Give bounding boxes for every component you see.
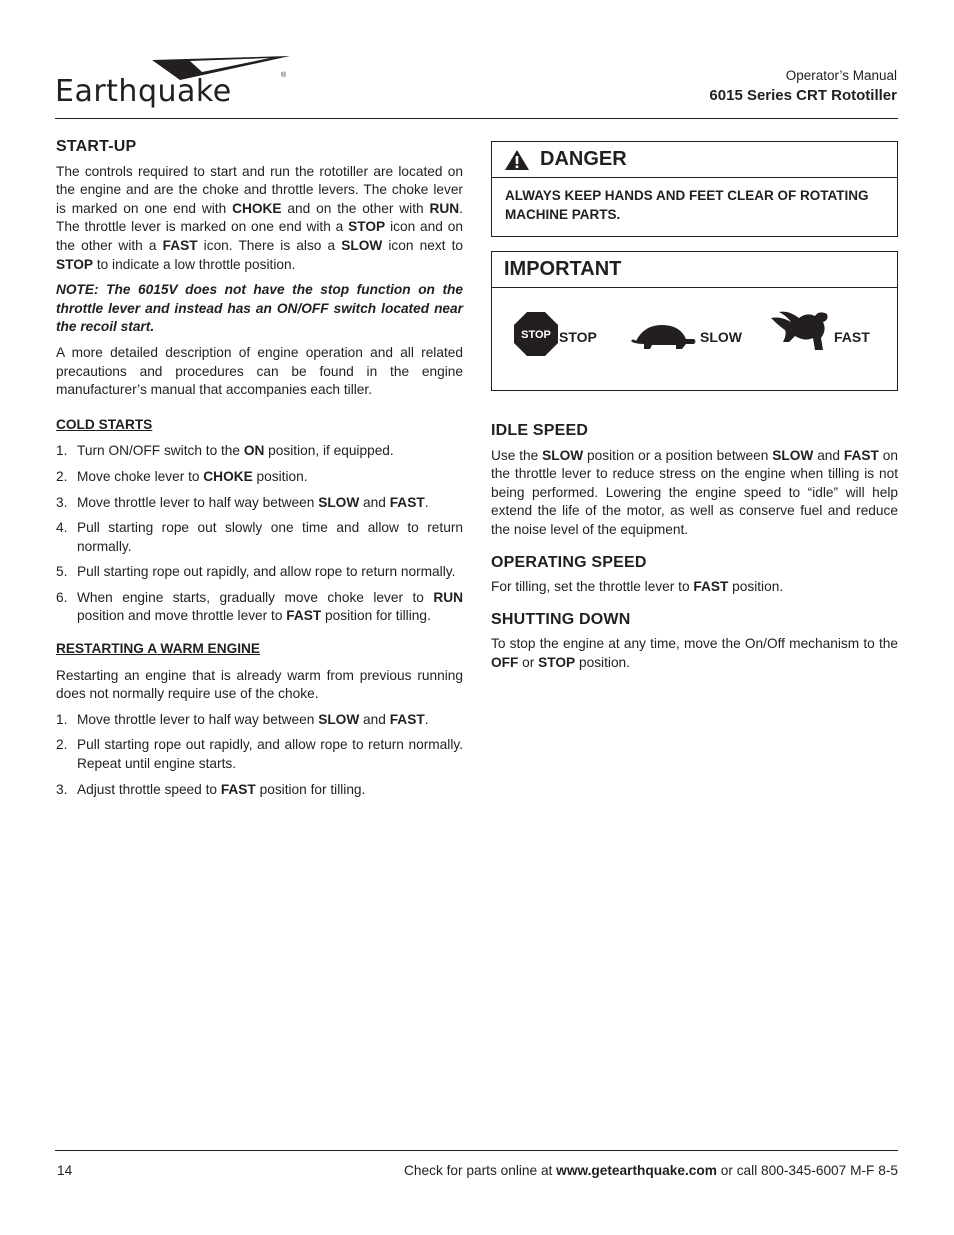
step-number: 1. — [56, 711, 68, 727]
header-divider — [55, 118, 898, 119]
operating-speed-heading: OPERATING SPEED — [491, 553, 647, 571]
operating-speed-text: For tilling, set the throttle lever to FAST position. — [491, 579, 784, 595]
stop-label: STOP — [559, 329, 597, 345]
step-number: 3. — [56, 781, 68, 797]
registered-mark: ® — [281, 72, 287, 79]
list-step: 6. When engine starts, gradually move choke lever to RUN position and move throttle lever to FAST position for tilling. — [56, 589, 463, 624]
cold-starts-list — [56, 442, 463, 626]
step-number: 2. — [56, 468, 68, 484]
cold-starts-heading: COLD STARTS — [56, 416, 153, 432]
step-number: 5. — [56, 564, 68, 580]
warm-engine-heading: RESTARTING A WARM ENGINE — [56, 641, 261, 657]
stop-sign-icon — [513, 311, 559, 357]
fast-label: FAST — [834, 329, 870, 345]
step-number: 1. — [56, 443, 68, 459]
step-number: 4. — [56, 520, 68, 536]
list-step: 1. Turn ON/OFF switch to the ON position, if equipped. — [56, 442, 463, 461]
stop-sign-text: STOP — [521, 329, 551, 341]
right-column — [491, 422, 898, 680]
danger-title: DANGER — [540, 148, 627, 170]
list-step: 3. Adjust throttle speed to FAST position for tilling. — [56, 781, 463, 800]
startup-paragraph-2: A more detailed description of engine operation and all related precautions and procedures can be found in the engine manufacturer’s manual that accompanies each tiller. — [56, 344, 463, 398]
shutting-down-text: To stop the engine at any time, move the On/Off mechanism to the OFF or STOP position. — [491, 636, 898, 670]
list-step: 1. Move throttle lever to half way between SLOW and FAST. — [56, 711, 463, 730]
footer-phone-text: or call 800-345-6007 M-F 8-5 — [716, 1163, 898, 1178]
step-number: 6. — [56, 589, 68, 605]
list-step: 4. Pull starting rope out slowly one time and allow to return normally. — [56, 520, 463, 554]
throttle-icons-row — [492, 288, 897, 390]
footer-contact — [404, 1163, 898, 1178]
shutting-down-heading: SHUTTING DOWN — [491, 610, 631, 628]
rabbit-icon — [769, 308, 831, 354]
startup-heading: START-UP — [56, 138, 137, 155]
header-titles — [709, 67, 897, 107]
danger-text: ALWAYS KEEP HANDS AND FEET CLEAR OF ROTATING MACHINE PARTS. — [505, 188, 869, 222]
idle-speed-heading: IDLE SPEED — [491, 422, 589, 439]
logo-wordmark: Earthquake — [55, 74, 232, 109]
website-link[interactable]: www.getearthquake.com — [556, 1163, 717, 1178]
startup-paragraph: The controls required to start and run the rototiller are located on the engine and are the choke and throttle levers. The choke lever is marked on one end with CHOKE and on the other with RUN. The throttle lever is marked on one end with a STOP icon and on the other with a FAST icon. There is also a SLOW icon next to STOP to indicate a low throttle position. — [56, 163, 463, 272]
footer-divider — [55, 1150, 898, 1151]
startup-note: NOTE: The 6015V does not have the stop function on the throttle lever and instead has an ON/OFF switch located near the recoil start. — [56, 282, 463, 335]
footer — [57, 1163, 898, 1178]
page-number: 14 — [57, 1163, 73, 1178]
step-number: 3. — [56, 494, 68, 510]
list-step: 2. Pull starting rope out rapidly, and allow rope to return normally. Repeat until engine starts. — [56, 737, 463, 772]
warm-engine-intro: Restarting an engine that is already warm from previous running does not normally require use of the choke. — [56, 667, 463, 702]
step-number: 2. — [56, 737, 68, 753]
slow-label: SLOW — [700, 329, 742, 345]
list-step: 3. Move throttle lever to half way between SLOW and FAST. — [56, 494, 463, 513]
danger-title-bar — [492, 142, 897, 178]
warm-engine-list — [56, 711, 463, 799]
list-step: 2. Move choke lever to CHOKE position. — [56, 468, 463, 487]
important-title-bar — [492, 252, 897, 288]
left-column — [56, 138, 463, 811]
important-box — [491, 251, 898, 391]
important-title: IMPORTANT — [504, 258, 622, 280]
warning-triangle-icon — [504, 149, 530, 171]
earthquake-logo — [55, 52, 290, 116]
danger-box — [491, 141, 898, 237]
product-title: 6015 Series CRT Rototiller — [709, 87, 897, 104]
turtle-icon — [630, 321, 698, 351]
manual-label: Operator’s Manual — [785, 68, 897, 83]
list-step: 5. Pull starting rope out rapidly, and allow rope to return normally. — [56, 563, 463, 582]
idle-speed-text: Use the SLOW position or a position between SLOW and FAST on the throttle lever to reduce stress on the engine when tilling is not being performed. Lowering the engine speed to “idle” will help extend the life of the motor, as well as conserve fuel and reduce the noise level of the equipment. — [491, 447, 898, 537]
footer-parts-text: Check for parts online at — [404, 1163, 557, 1178]
